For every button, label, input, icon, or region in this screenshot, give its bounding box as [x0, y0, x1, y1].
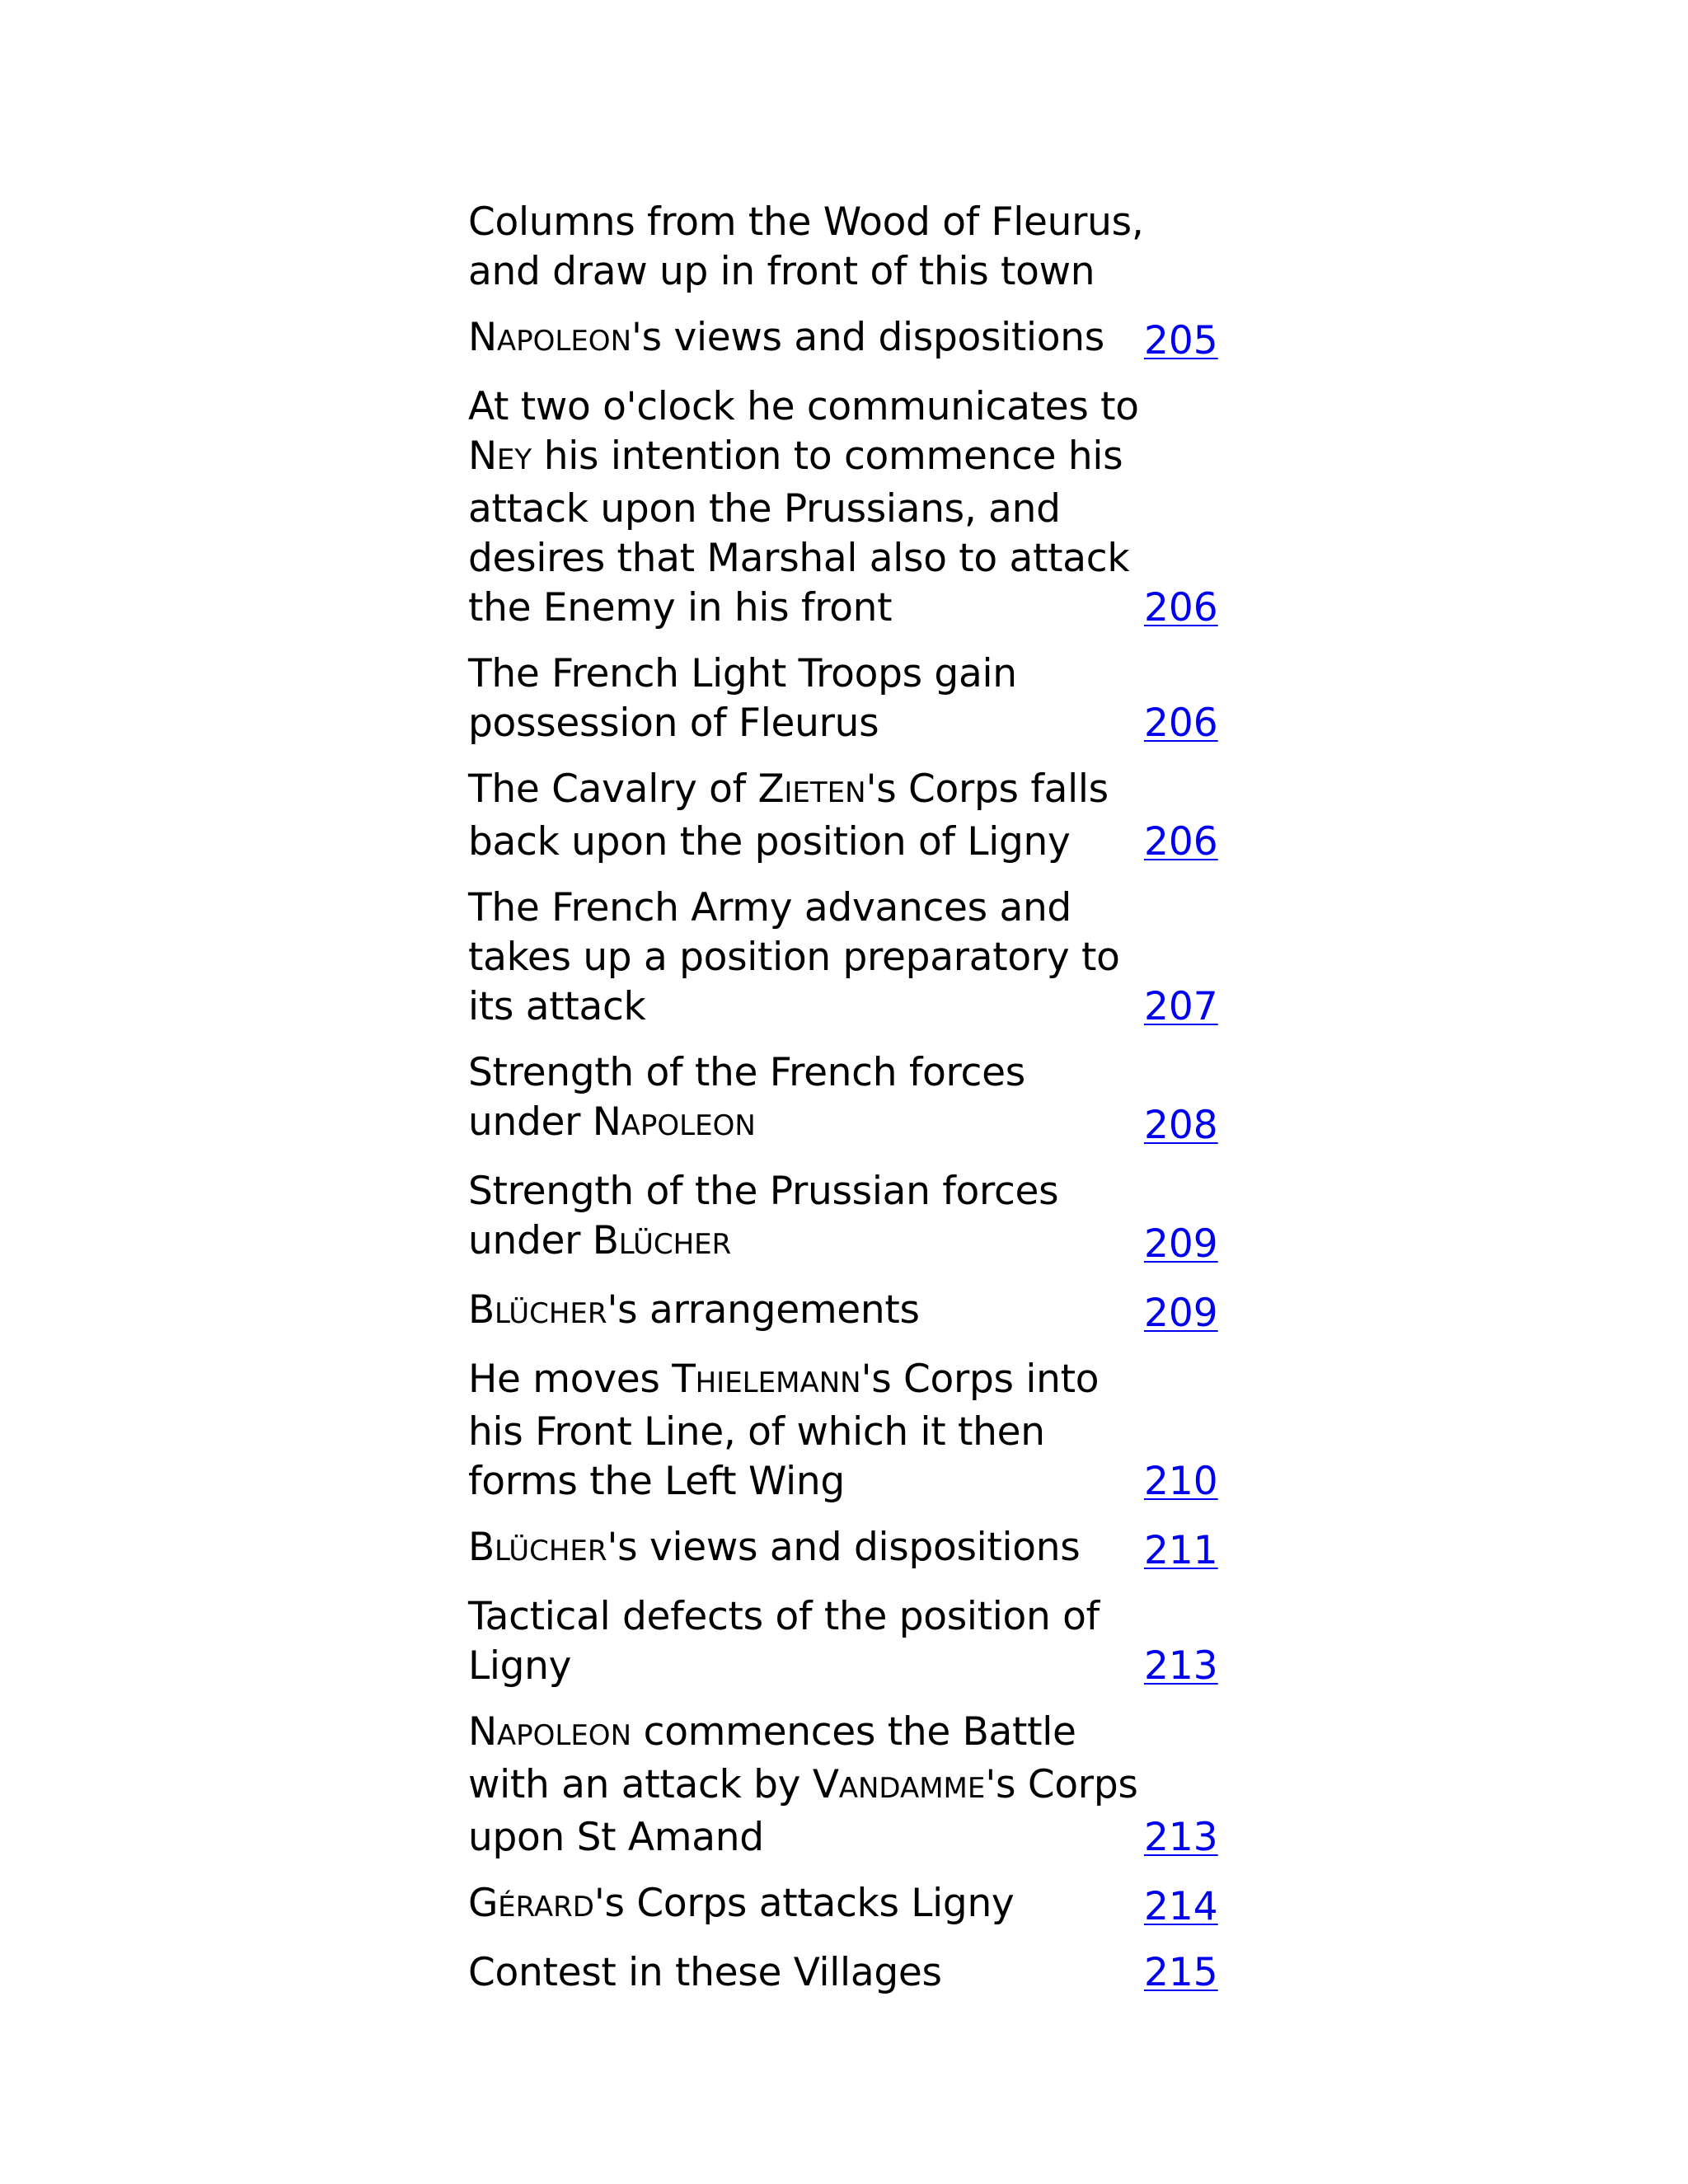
page-number-link[interactable]: 208 — [1144, 1103, 1218, 1148]
entry-text-segment: The French Light Troops gain possession of Fleurus — [468, 651, 1017, 746]
toc-entry-text — [468, 649, 1144, 748]
toc-entry-text — [468, 313, 1144, 366]
entry-text-segment: B — [468, 1287, 495, 1333]
entry-text-segment: Contest in these Villages — [468, 1950, 942, 1995]
entry-text-segment: At two o'clock he communicates to N — [468, 384, 1139, 479]
page-number-link[interactable]: 207 — [1144, 984, 1218, 1029]
small-caps-name: APOLEON — [496, 325, 632, 358]
toc-entry-text — [468, 1523, 1144, 1576]
small-caps-name: ÉRARD — [498, 1891, 594, 1924]
entry-text-segment: 's views and dispositions — [607, 1525, 1081, 1570]
entry-text-segment: 's Corps upon St Amand — [468, 1762, 1138, 1860]
toc-entry — [468, 1948, 1226, 1998]
small-caps-name: LÜCHER — [494, 1297, 607, 1330]
toc-entry — [468, 1286, 1226, 1338]
toc-entry-text — [468, 1355, 1144, 1507]
toc-entry-text — [468, 1286, 1144, 1338]
toc-entry — [468, 313, 1226, 366]
toc-entry — [468, 382, 1226, 633]
entry-text-segment: The French Army advances and takes up a position preparatory to its attack — [468, 885, 1120, 1029]
small-caps-name: IETEN — [784, 776, 866, 809]
entry-text-segment: B — [468, 1525, 495, 1570]
page-number-link[interactable]: 215 — [1144, 1950, 1218, 1995]
toc-entry-text — [468, 765, 1144, 867]
entry-text-segment: Strength of the Prussian forces under B — [468, 1169, 1059, 1263]
small-caps-name: HIELEMANN — [695, 1366, 861, 1399]
toc-entry-text — [468, 883, 1144, 1032]
entry-text-segment: 's Corps falls back upon the position of Ligny — [468, 766, 1109, 865]
small-caps-name: ANDAMME — [838, 1772, 986, 1805]
page-number-link[interactable]: 205 — [1144, 318, 1218, 363]
page-number-link[interactable]: 213 — [1144, 1643, 1218, 1689]
entry-text-segment: commences the Battle with an attack by V — [468, 1709, 1076, 1807]
page-number-link[interactable]: 206 — [1144, 585, 1218, 630]
small-caps-name: APOLEON — [496, 1719, 632, 1752]
page-number-link[interactable]: 213 — [1144, 1815, 1218, 1860]
toc-entry — [468, 649, 1226, 748]
entry-text-segment: Columns from the Wood of Fleurus, and draw up in front of this town — [468, 199, 1144, 294]
entry-text-segment: 's Corps attacks Ligny — [593, 1881, 1015, 1926]
small-caps-name: LÜCHER — [494, 1535, 607, 1568]
toc-entry-text — [468, 1167, 1144, 1269]
toc-entry — [468, 1523, 1226, 1576]
toc-entry-text — [468, 1048, 1144, 1151]
toc-entry-text — [468, 1879, 1144, 1932]
small-caps-name: EY — [496, 443, 532, 476]
small-caps-name: LÜCHER — [618, 1228, 732, 1261]
toc-entry — [468, 1592, 1226, 1691]
entry-text-segment: his intention to commence his attack upon the Prussians, and desires that Marshal also to attack the Enemy in his front — [468, 434, 1130, 630]
entry-text-segment: 's arrangements — [607, 1287, 920, 1333]
entry-text-segment: 's views and dispositions — [631, 315, 1104, 360]
toc-entry-text — [468, 382, 1144, 633]
entry-text-segment: N — [468, 1709, 497, 1755]
page-number-link[interactable]: 211 — [1144, 1528, 1218, 1573]
toc-entry — [468, 765, 1226, 867]
page-number-link[interactable]: 209 — [1144, 1291, 1218, 1336]
entry-text-segment: He moves T — [468, 1357, 696, 1402]
toc-entry-text — [468, 1948, 1144, 1998]
page-number-link[interactable]: 209 — [1144, 1221, 1218, 1267]
page-number-link[interactable]: 214 — [1144, 1884, 1218, 1929]
toc-entry — [468, 1355, 1226, 1507]
toc-entry-text — [468, 1708, 1144, 1863]
entry-text-segment: 's Corps into his Front Line, of which it then forms the Left Wing — [468, 1357, 1100, 1504]
toc-entry — [468, 198, 1226, 297]
toc-entry — [468, 883, 1226, 1032]
entry-text-segment: The Cavalry of Z — [468, 766, 785, 812]
toc-entry — [468, 1048, 1226, 1151]
toc-entry-text — [468, 1592, 1144, 1691]
page-number-link[interactable]: 206 — [1144, 819, 1218, 865]
page-number-link[interactable]: 206 — [1144, 701, 1218, 746]
small-caps-name: APOLEON — [621, 1109, 756, 1142]
toc-entry-text — [468, 198, 1144, 297]
table-of-contents — [468, 198, 1226, 2014]
toc-entry — [468, 1708, 1226, 1863]
entry-text-segment: G — [468, 1881, 499, 1926]
entry-text-segment: Strength of the French forces under N — [468, 1050, 1025, 1145]
entry-text-segment: N — [468, 315, 497, 360]
toc-entry — [468, 1879, 1226, 1932]
entry-text-segment: Tactical defects of the position of Ligny — [468, 1594, 1100, 1689]
toc-entry — [468, 1167, 1226, 1269]
page-number-link[interactable]: 210 — [1144, 1459, 1218, 1504]
